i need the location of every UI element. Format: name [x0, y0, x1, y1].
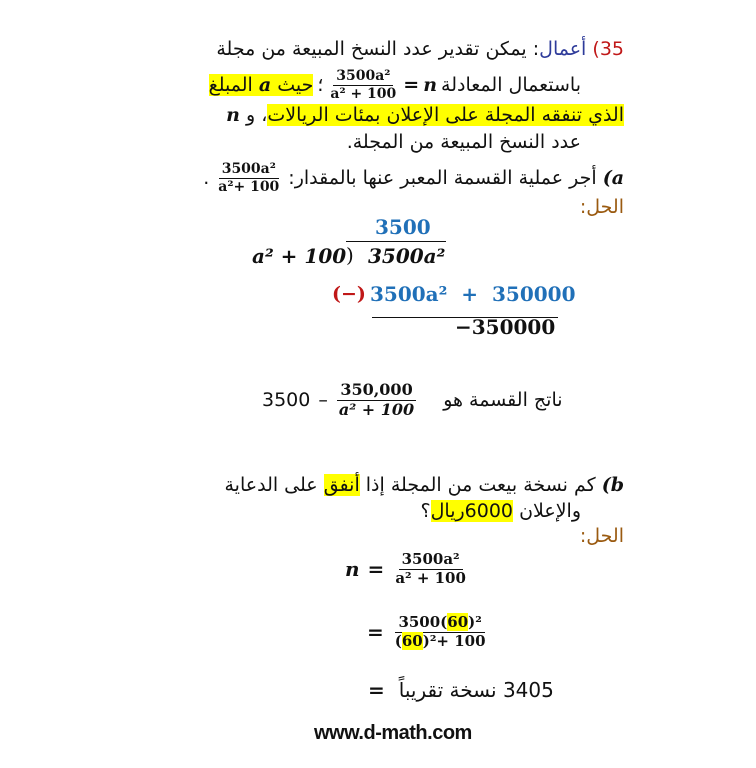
step2-denominator: [392, 633, 489, 650]
division-subtract-line: 3500a² + 350000: [370, 282, 576, 306]
step2-num-value: 60: [447, 613, 469, 632]
problem-highlight-text: الذي تنفقه المجلة على الإعلان بمئات الريالات: [267, 104, 624, 126]
part-a-fraction-denominator: a²+ 100: [218, 178, 280, 195]
part-b-label: b): [601, 474, 624, 496]
division-bracket: ): [346, 243, 354, 267]
variable-n: n: [423, 74, 438, 96]
step1-lhs: n: [345, 557, 360, 581]
division-bar: [346, 241, 446, 242]
problem-label: أعمال: [539, 38, 587, 60]
part-a-fraction-numerator: 3500a²: [219, 161, 279, 178]
solution-step-2: [367, 610, 489, 654]
part-b-highlight-amount: 6000ريال: [430, 500, 514, 522]
step2-den-pre: (: [394, 631, 402, 650]
part-b-line-2: [421, 500, 581, 522]
part-a-end: .: [203, 167, 210, 189]
problem-line1-text: : يمكن تقدير عدد النسخ المبيعة من مجلة: [216, 38, 540, 60]
result-value: 3500: [262, 389, 311, 411]
step1-numerator: 3500a²: [399, 551, 463, 569]
part-a-question: [203, 156, 624, 200]
step3-text: [399, 678, 554, 702]
problem-line-2: [209, 64, 581, 106]
division-remainder: −350000: [455, 315, 556, 339]
part-a-result: [262, 375, 563, 425]
step3-label: نسخة تقريباً: [398, 678, 497, 702]
part-b-line1-pre: كم نسخة بيعت من المجلة إذا: [365, 474, 596, 496]
step2-den-value: 60: [401, 631, 423, 650]
step2-num-post: )²: [468, 613, 482, 632]
where-clause: [209, 74, 314, 96]
problem-line-3: [226, 104, 624, 126]
problem-line-1: [216, 38, 624, 60]
amount-word: المبلغ: [208, 74, 253, 96]
problem-number: 35): [592, 38, 624, 60]
result-fraction-denominator: a² + 100: [338, 399, 415, 419]
problem-fraction: [327, 68, 399, 101]
step3-value: 3405: [502, 678, 554, 702]
step2-den-post: )²+ 100: [422, 631, 486, 650]
division-minus-sign: (−): [332, 283, 366, 305]
part-b-line2-post: ؟: [420, 500, 431, 522]
where-word: حيث: [277, 74, 314, 96]
result-text: ناتج القسمة هو: [443, 389, 563, 411]
step2-equals: =: [367, 620, 384, 644]
part-b-line-1: [225, 474, 625, 496]
problem-line3-rest: ، و: [246, 104, 268, 126]
part-a-label: a): [602, 167, 624, 189]
division-divisor: [252, 244, 346, 268]
step1-equals: =: [367, 557, 385, 581]
solution-step-1: [345, 548, 469, 590]
problem-fraction-numerator: 3500a²: [333, 68, 393, 85]
part-b-highlight-spent: أنفق: [323, 474, 360, 496]
step2-numerator: [395, 614, 484, 632]
step3-equals: =: [368, 678, 385, 702]
division-divisor-text: a² + 100: [252, 244, 347, 268]
equals-sign: =: [403, 74, 420, 96]
result-dash: –: [318, 389, 328, 411]
part-a-fraction: [215, 161, 282, 194]
division-quotient: 3500: [375, 215, 431, 239]
footer-website[interactable]: www.d-math.com: [314, 722, 472, 744]
step1-denominator: a² + 100: [395, 568, 466, 587]
step2-fraction: [392, 614, 489, 650]
part-b-line2-pre: والإعلان: [519, 500, 581, 522]
result-fraction-numerator: 350,000: [337, 381, 415, 400]
problem-line-4: عدد النسخ المبيعة من المجلة.: [346, 131, 581, 153]
problem-line2-prefix: باستعمال المعادلة: [441, 74, 581, 96]
division-dividend: 3500a²: [368, 244, 446, 268]
part-b-line1-post: على الدعاية: [224, 474, 318, 496]
variable-a: a: [258, 74, 272, 96]
part-a-solution-label: الحل:: [579, 196, 624, 218]
part-b-solution-label: الحل:: [579, 525, 624, 547]
solution-step-3: [368, 678, 554, 702]
separator: ؛: [317, 74, 324, 96]
step1-fraction: [392, 551, 469, 587]
problem-fraction-denominator: a² + 100: [330, 85, 397, 102]
part-a-text: أجر عملية القسمة المعبر عنها بالمقدار:: [288, 167, 597, 189]
result-fraction: [336, 381, 417, 419]
step2-num-pre: 3500(: [398, 613, 448, 632]
variable-n-2: n: [226, 104, 240, 126]
